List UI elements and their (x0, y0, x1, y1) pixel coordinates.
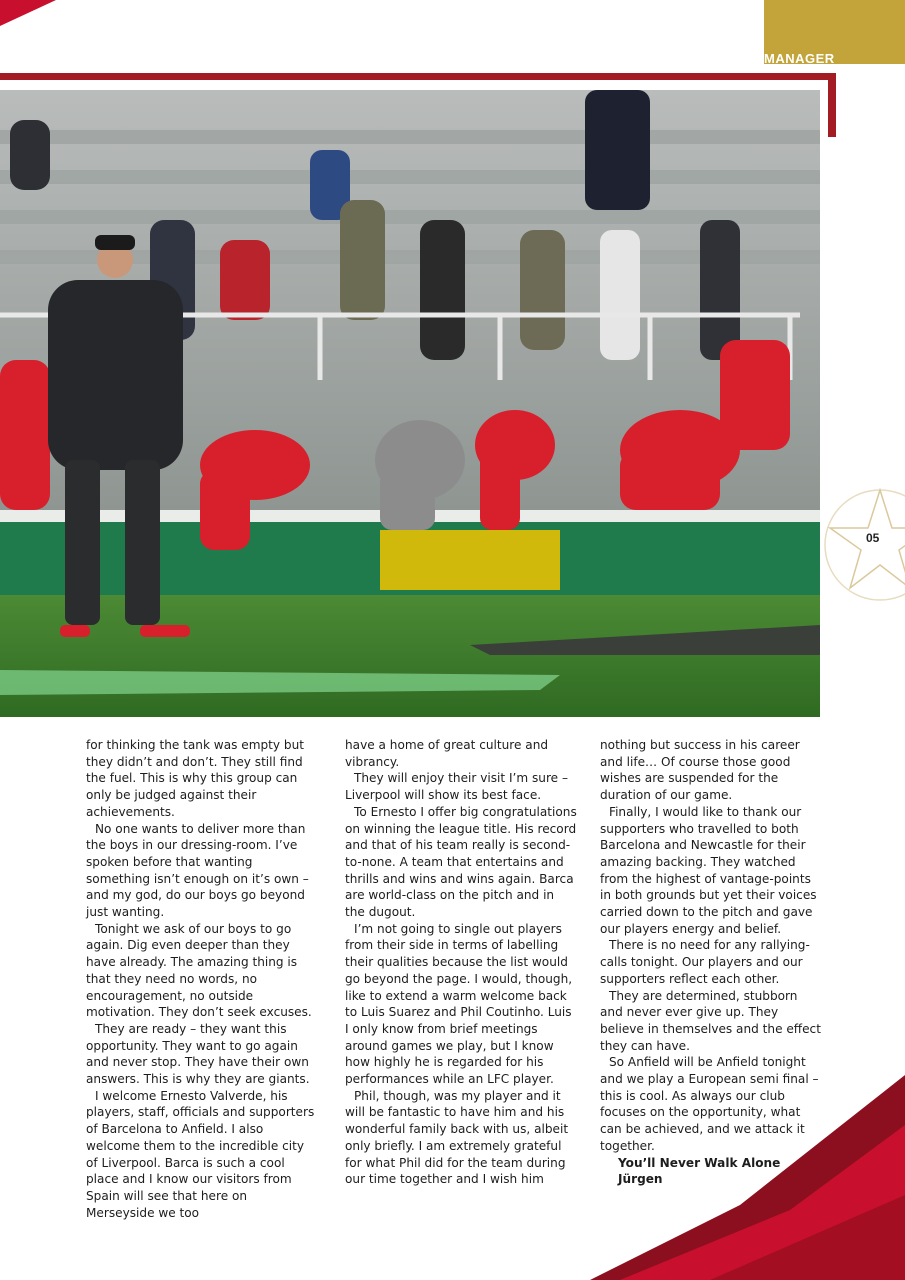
paragraph: They will enjoy their visit I’m sure – Liverpool will show its best face. (345, 771, 569, 803)
corner-swoosh (560, 1075, 905, 1280)
header-rule-drop (828, 73, 836, 137)
paragraph: Phil, though, was my player and it will be fantastic to have him and his wonderful family back with us, albeit only briefly. I am extremely grateful for what Phil did for the team during our time together and I wish him (345, 1088, 569, 1187)
feature-photo (0, 90, 820, 717)
paragraph: There is no need for any rallying-calls tonight. Our players and our supporters reflect each other. (600, 938, 810, 986)
header-rule (0, 73, 836, 80)
paragraph: nothing but success in his career and life… Of course those good wishes are suspended for the duration of our game. (600, 738, 800, 803)
photo-illustration (0, 90, 820, 717)
paragraph: No one wants to deliver more than the boys in our dressing-room. I’ve spoken before that wanting something isn’t enough on it’s own – and my god, do our boys go beyond just wanting. (86, 821, 309, 920)
paragraph: I welcome Ernesto Valverde, his players, staff, officials and supporters of Barcelona to Anfield. I also welcome them to the incredible city of Liverpool. Barca is such a cool place and I know our visitors from Spain will see that here on Merseyside we too (86, 1088, 315, 1220)
section-label: MANAGER (764, 51, 835, 66)
star-watermark-icon (820, 470, 905, 620)
paragraph: They are ready – they want this opportunity. They want to go again and never stop. They have their own answers. This is why they are giants. (86, 1021, 310, 1087)
paragraph: Finally, I would like to thank our supporters who travelled to both Barcelona and Newcastle for their amazing backing. They watched from the highest of vantage-points in both grounds but yet their voices carried down to the pitch and gave our players energy and belief. (600, 804, 817, 936)
article-column-1 (86, 737, 318, 1221)
paragraph: They are determined, stubborn and never ever give up. They believe in themselves and the effect they can have. (600, 988, 821, 1053)
page-number: 05 (866, 531, 880, 545)
paragraph: To Ernesto I offer big congratulations on winning the league title. His record and that of his team really is second-to-none. A team that entertains and thrills and wins and wins again. Barca are world-class on the pitch and in the dugout. (345, 804, 577, 920)
corner-accent (0, 0, 56, 26)
paragraph: Tonight we ask of our boys to go again. Dig even deeper than they have already. The amazing thing is that they need no words, no encouragement, no outside motivation. They don’t seek excuses. (86, 921, 312, 1020)
signoff-motto: You’ll Never Walk Alone (618, 1155, 781, 1170)
paragraph: for thinking the tank was empty but they didn’t and don’t. They still find the fuel. This is why this group can only be judged against their achievements. (86, 738, 304, 819)
paragraph: I’m not going to single out players from their side in terms of labelling their qualities because the list would go beyond the page. I would, though, like to extend a warm welcome back to Luis Suarez and Phil Coutinho. Luis I only know from brief meetings around games we play, but I know how highly he is regarded for his performances while an LFC player. (345, 921, 573, 1087)
article-column-2 (345, 737, 577, 1188)
paragraph: have a home of great culture and vibrancy. (345, 738, 549, 769)
section-tab (764, 0, 905, 64)
signoff-name: Jürgen (618, 1172, 663, 1187)
paragraph: So Anfield will be Anfield tonight and we play a European semi final – this is cool. As always our club focuses on the opportunity, what can be achieved, and we attack it together. (600, 1055, 819, 1153)
